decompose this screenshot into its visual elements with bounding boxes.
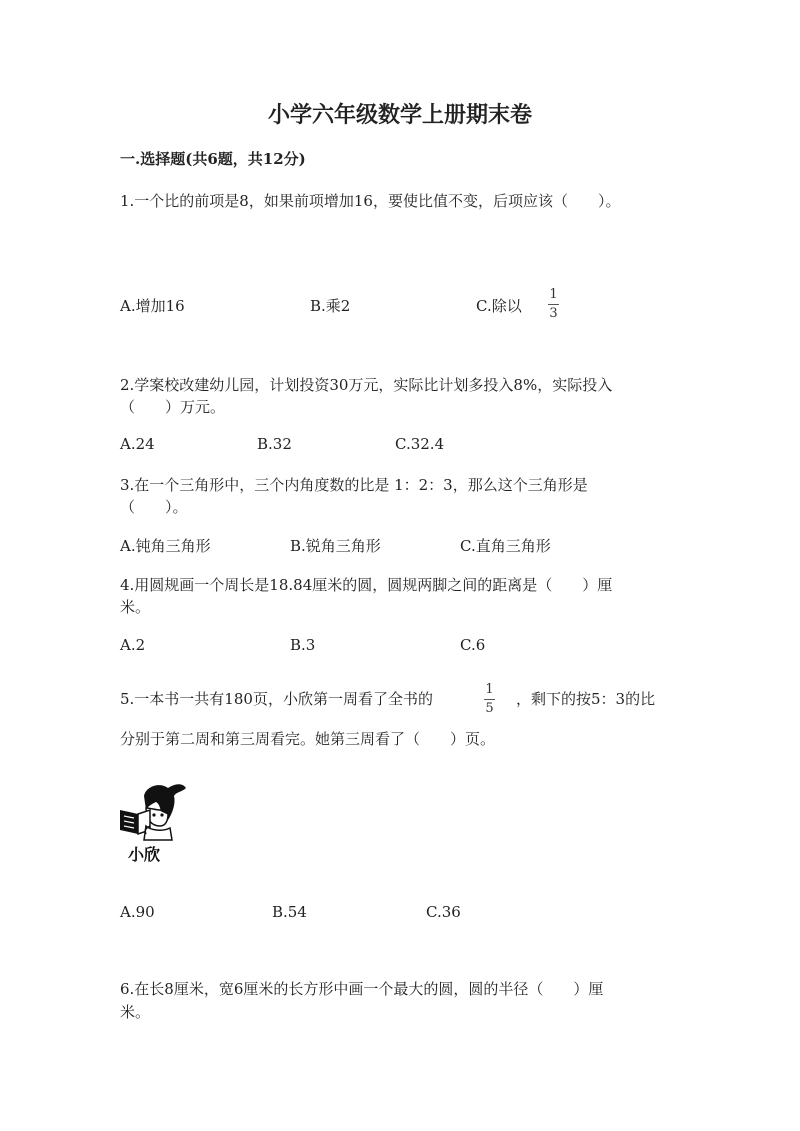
page-title: 小学六年级数学上册期末卷	[267, 102, 532, 128]
question-3-line1: 3.在一个三角形中，三个内角度数的比是 1：2：3，那么这个三角形是	[120, 476, 588, 494]
q1-option-a: A.增加16	[120, 297, 185, 315]
q4-option-c: C.6	[460, 636, 486, 654]
q5-fraction	[484, 683, 495, 716]
question-2-line1: 2.学案校改建幼儿园，计划投资30万元，实际比计划多投入8%，实际投入	[120, 376, 613, 394]
q1-option-b: B.乘2	[310, 297, 351, 315]
q5-option-a: A.90	[120, 903, 155, 921]
girl-reading-illustration	[116, 780, 192, 864]
fraction-bar	[548, 304, 559, 305]
q5-fraction-denominator: 5	[485, 701, 494, 716]
q3-option-c: C.直角三角形	[460, 537, 551, 555]
q2-option-b: B.32	[257, 435, 292, 453]
question-5-line1-end: ，剩下的按5：3的比	[516, 690, 656, 708]
q5-option-c: C.36	[426, 903, 461, 921]
q1-fraction-numerator: 1	[549, 287, 558, 302]
question-4-line2: 米。	[120, 598, 151, 616]
question-2-line2: （ ）万元。	[120, 398, 226, 416]
fraction-bar	[484, 699, 495, 700]
girl-reading-icon	[116, 780, 192, 844]
q1-fraction-denominator: 3	[549, 306, 558, 321]
q3-option-a: A.钝角三角形	[120, 537, 211, 555]
question-6-line1: 6.在长8厘米，宽6厘米的长方形中画一个最大的圆，圆的半径（ ）厘	[120, 980, 604, 998]
q4-option-a: A.2	[120, 636, 146, 654]
section-heading: 一.选择题(共6题，共12分)	[120, 150, 306, 168]
q5-option-b: B.54	[272, 903, 307, 921]
q1-option-c: C.除以	[476, 297, 522, 315]
q3-option-b: B.锐角三角形	[290, 537, 381, 555]
q5-fraction-numerator: 1	[485, 682, 494, 697]
question-1-text: 1.一个比的前项是8，如果前项增加16，要使比值不变，后项应该（ ）。	[120, 192, 621, 210]
question-6-line2: 米。	[120, 1003, 151, 1021]
question-5-line1-start: 5.一本书一共有180页，小欣第一周看了全书的	[120, 690, 433, 708]
q2-option-c: C.32.4	[395, 435, 445, 453]
q4-option-b: B.3	[290, 636, 316, 654]
question-3-line2: （ ）。	[120, 498, 188, 516]
illustration-caption: 小欣	[128, 845, 161, 864]
q1-fraction	[548, 288, 559, 321]
question-5-line2: 分别于第二周和第三周看完。她第三周看了（ ）页。	[120, 730, 496, 748]
question-4-line1: 4.用圆规画一个周长是18.84厘米的圆，圆规两脚之间的距离是（ ）厘	[120, 576, 613, 594]
q2-option-a: A.24	[120, 435, 155, 453]
